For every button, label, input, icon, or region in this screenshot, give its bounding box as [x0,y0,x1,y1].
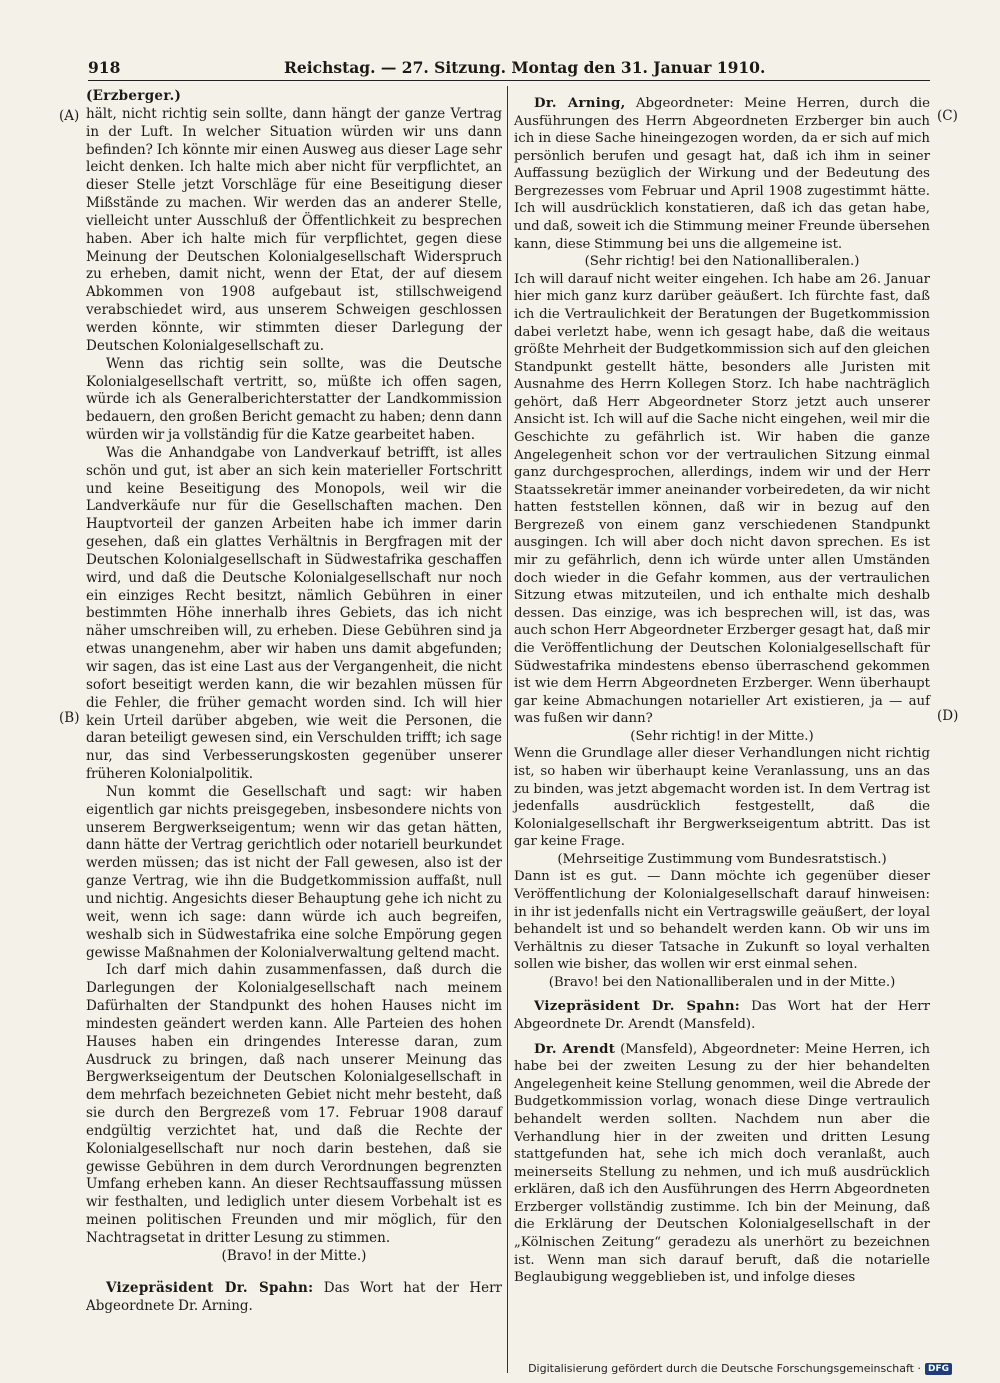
left-column [86,88,502,1315]
speaker-tag: (Erzberger.) [86,88,182,104]
paragraph: hält, nicht richtig sein sollte, dann hängt der ganze Vertrag in der Luft. In welcher Situation würden wir uns dann befinden? Ich könnte mir einen Ausweg aus dieser Lage sehr leicht denken. Ich halte mich aber nicht für verpflichtet, an dieser Stelle jetzt Vorschläge für eine Beseitigung dieser Mißstände zu machen. Wir werden das an anderer Stelle, vielleicht unter Ausschluß der Öffentlichkeit zu besprechen haben. Aber ich halte mich für verpflichtet, gegen diese Meinung der Deutschen Kolonialgesellschaft Widerspruch zu erheben, damit nicht, wenn der Etat, der auf diesem Abkommen von 1908 aufgebaut ist, stillschweigend verabschiedet wird, aus unserem Schweigen geschlossen werden könnte, wir stimmten dieser Darlegung der Deutschen Kolonialgesellschaft zu. [86,105,502,354]
paragraph: Was die Anhandgabe von Landverkauf betrifft, ist alles schön und gut, ist aber an sich kein materieller Fortschritt und keine Beseitigung des Monopols, weil wir die Landverkäufe nur für die Gesellschaften machen. Den Hauptvorteil der ganzen Arbeiten habe ich immer darin gesehen, daß ein glattes Verhältnis in Bergfragen mit der Deutschen Kolonialgesellschaft in Südwestafrika geschaffen wird, und daß die Deutsche Kolonialgesellschaft nur noch ein einziges Recht besitzt, nämlich Gebühren in einer bestimmten Höhe innerhalb ihres Gebiets, das ich nicht näher umschreiben will, zu erheben. Diese Gebühren sind ja etwas unangenehm, aber wir haben uns damit abgefunden; wir sagen, das ist eine Last aus der Vergangenheit, die nicht sofort beseitigt werden kann, die wir bezahlen müssen für die Fehler, die früher gemacht worden sind. Ich will hier kein Urteil darüber abgeben, wie weit die Personen, die daran beteiligt gewesen sind, ein Verschulden trifft; ich sage nur, das sind Verbesserungskosten gegenüber unserer früheren Kolonialpolitik. [86,444,502,783]
interjection: (Bravo! bei den Nationalliberalen und in der Mitte.) [548,974,896,990]
applause-note: (Bravo! in der Mitte.) [221,1247,367,1264]
paragraph: Wenn das richtig sein sollte, was die Deutsche Kolonialgesellschaft vertritt, so, müßte ich offen sagen, würde ich als Generalberichterstatter der Landkommission bedauern, den großen Bericht gemacht zu haben; denn dann würden wir ja vollständig für die Katze gearbeitet haben. [86,355,502,444]
speaker-name: Vizepräsident Dr. Spahn: [534,999,741,1015]
paragraph: Nun kommt die Gesellschaft und sagt: wir haben eigentlich gar nichts preisgegeben, insbesondere nichts von unserem Bergwerkseigentum; wenn wir das getan hätten, dann hätte der Vertrag gerichtlich oder notariell beurkundet werden müssen; das ist nicht der Fall gewesen, also ist der ganze Vertrag, wie ihn die Budgetkommission auffaßt, null und nichtig. Angesichts dieser Behauptung gehe ich nicht zu weit, wenn ich sage: dann würde ich auch begreifen, weshalb sich in Südwestafrika eine solche Empörung gegen gewisse Maßnahmen der Kolonialverwaltung geltend macht. [86,783,502,961]
speaker-name: Dr. Arning, [534,96,626,111]
speech-paragraph [514,1041,930,1287]
paragraph: Dann ist es gut. — Dann möchte ich gegenüber dieser Veröffentlichung der Kolonialgesellschaft darauf hinweisen: in ihr ist jedenfalls nicht ein Vertragswille geäußert, der loyal behandelt ist und so behandelt werden kann. Ob wir uns im Verhältnis zu dieser Tatsache in Zukunft so loyal verhalten sollen wie bisher, das wollen wir erst einmal sehen. [514,869,930,973]
dfg-logo: DFG [925,1363,952,1375]
interjection: (Sehr richtig! in der Mitte.) [630,728,814,744]
paragraph: Ich darf mich dahin zusammenfassen, daß durch die Darlegungen der Kolonialgesellschaft nach meinem Dafürhalten der Standpunkt des hohen Hauses nicht im mindesten geändert werden kann. Alle Parteien des hohen Hauses haben ein dringendes Interesse daran, zum Ausdruck zu bringen, daß nach unserer Meinung das Bergwerkseigentum der Deutschen Kolonialgesellschaft in dem mehrfach bezeichneten Gebiet nicht mehr besteht, daß sie durch den Bergrezeß vom 17. Februar 1908 darauf endgültig verzichtet hat, und daß die Rechte der Kolonialgesellschaft nur noch darin bestehen, daß sie gewisse Gebühren in dem durch Verordnungen begrenzten Umfang erheben kann. An dieser Rechtsauffassung müssen wir festhalten, und lediglich unter diesem Vorbehalt ist es meinen politischen Freunden und mir möglich, für den Nachtragsetat in dritter Lesung zu stimmen. [86,962,502,1246]
speech-paragraph [514,998,930,1033]
right-column [514,88,930,1287]
paragraph: Ich will darauf nicht weiter eingehen. Ich habe am 26. Januar hier mich ganz kurz darüber geäußert. Ich fürchte fast, daß ich die Vertraulichkeit der Beratungen der Bugetkommission dabei verletzt habe, wenn ich gesagt habe, daß die weitaus größte Mehrheit der Budgetkommission sich auf den gleichen Standpunkt gestellt hätte, besonders alle Juristen mit Ausnahme des Herrn Kollegen Storz. Ich habe nachträglich gehört, daß Herr Abgeordneter Storz jetzt auch unserer Ansicht ist. Ich will auf die Sache nicht eingehen, weil mir die Geschichte zu gefährlich ist. Wir haben die ganze Angelegenheit schon vor der vertraulichen Sitzung einmal ganz durchgesprochen, allerdings, indem wir und der Herr Staatssekretär immer aneinander vorbeiredeten, da wir nicht hatten feststellen können, daß wir in bezug auf den Bergrezeß von einem ganz verschiedenen Standpunkt ausgingen. Ich will aber doch nicht davon sprechen. Es ist mir zu gefährlich, denn ich würde unter allen Umständen doch wieder in die Gefahr kommen, aus der vertraulichen Sitzung etwas mitzuteilen, und ich enthalte mich deshalb dessen. Das einzige, was ich besprechen will, ist das, was auch schon Herr Abgeordneter Erzberger gesagt hat, daß mir die Veröffentlichung der Deutschen Kolonialgesellschaft für Südwestafrika mindestens ebenso überraschend gekommen ist wie dem Herrn Abgeordneten Erzberger. Wenn überhaupt gar keine Abmachungen notarieller Art existieren, ja — auf was fußen wir dann? [514,271,930,727]
footer [528,1362,952,1375]
margin-marker-c: (C) [937,108,958,124]
speaker-name: Dr. Arendt [534,1041,616,1057]
paragraph: Wenn die Grundlage aller dieser Verhandlungen nicht richtig ist, so haben wir überhaupt keine Veranlassung, uns an das zu binden, was jetzt abgemacht worden ist. In dem Vertrag ist jedenfalls ausdrücklich festgestellt, daß die Kolonialgesellschaft ihr Bergwerkseigentum abtritt. Das ist gar keine Frage. [514,746,930,850]
margin-marker-a: (A) [59,108,80,124]
interjection: (Mehrseitige Zustimmung vom Bundesratstisch.) [557,851,887,867]
speech-text: Abgeordneter: Meine Herren, durch die Ausführungen des Herrn Abgeordneten Erzberger bin auch ich in diese Sache hineingezogen worden, da er sich auf mich persönlich berufen und gesagt hat, daß ich ihm in seiner Auffassung bezüglich der Wirkung und der Bedeutung des Bergrezesses vom Februar und April 1908 zugestimmt hätte. Ich will ausdrücklich konstatieren, daß ich das getan habe, und daß, soweit ich die Stimmung meiner Freunde übersehen kann, diese Stimmung bei uns die allgemeine ist. [514,96,930,252]
speaker-name: Vizepräsident Dr. Spahn: [106,1279,314,1296]
speech-text: (Mansfeld), Abgeordneter: Meine Herren, ich habe bei der zweiten Lesung zu der hier behandelten Angelegenheit keine Stellung genommen, weil die Abrede der Budgetkommission vorlag, wonach diese Dinge vertraulich behandelt werden sollten. Nachdem nun aber die Verhandlung hier in der zweiten und dritten Lesung stattgefunden hat, sehe ich mich doch veranlaßt, auch meinerseits Stellung zu nehmen, und ich muß ausdrücklich erklären, daß ich den Ausführungen des Herrn Abgeordneten Erzberger vollständig zustimme. Ich bin der Meinung, daß die Erklärung der Deutschen Kolonialgesellschaft in der „Kölnischen Zeitung“ geradezu als unerhört zu bezeichnen ist. Wenn man sich darauf beruft, daß die notarielle Beglaubigung weggeblieben ist, und infolge dieses [514,1041,931,1286]
column-divider [507,86,508,1373]
page-header [88,54,928,80]
header-rule [88,80,930,81]
speech-text: Das Wort hat der Herr Abgeordnete Dr. Arendt (Mansfeld). [514,999,930,1033]
page-number: 918 [88,58,121,77]
closing-paragraph [86,1280,502,1316]
margin-marker-d: (D) [937,708,959,724]
interjection: (Sehr richtig! bei den Nationalliberalen.) [584,254,860,270]
speech-paragraph [514,95,930,253]
running-title: Reichstag. — 27. Sitzung. Montag den 31. Januar 1910. [284,58,766,77]
speech-text: Das Wort hat der Herr Abgeordnete Dr. Arning. [86,1279,502,1314]
footer-text: Digitalisierung gefördert durch die Deutsche Forschungsgemeinschaft · [528,1362,921,1375]
margin-marker-b: (B) [59,710,80,726]
